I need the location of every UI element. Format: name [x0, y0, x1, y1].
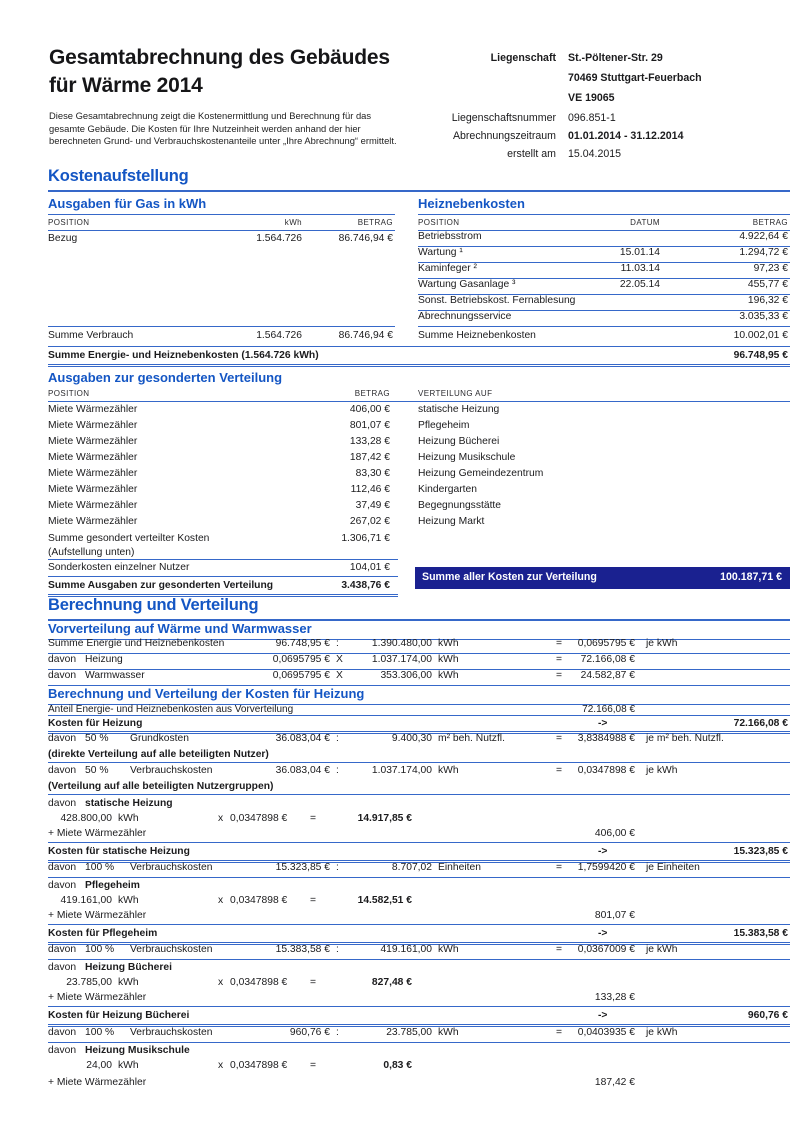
formula-einheit: kWh	[118, 813, 139, 824]
heiz-row	[418, 279, 790, 295]
note-text: (Verteilung auf alle beteiligten Nutzergruppen)	[48, 781, 274, 792]
heiz-position: Abrechnungsservice	[418, 311, 512, 322]
calc-unit2: je Einheiten	[646, 862, 700, 873]
formula-times: x	[218, 1060, 224, 1071]
calc-op: :	[336, 944, 339, 955]
arrow-glyph: ->	[598, 928, 608, 939]
summe-gesondert-label: Summe gesondert verteilter Kosten	[48, 533, 210, 544]
calc-v2: 8.707,02	[391, 862, 432, 873]
gesondert-row	[48, 404, 790, 419]
ges-betrag: 133,28 €	[349, 436, 390, 447]
calc-unit: kWh	[438, 638, 459, 649]
calc-pct: 50 %	[85, 733, 109, 744]
group-davon-row	[48, 962, 790, 977]
calc-v1: 960,76 €	[289, 1027, 330, 1038]
info-row-ve	[408, 92, 790, 110]
calc-v3: 1,7599420 €	[577, 862, 635, 873]
calc-v1: 15.383,58 €	[275, 944, 330, 955]
calc-v3: 3,8384988 €	[577, 733, 635, 744]
calc-davon: davon	[48, 944, 77, 955]
gesondert-row	[48, 420, 790, 435]
calc-eq: =	[556, 638, 563, 649]
band-betrag: 15.323,85 €	[733, 846, 788, 857]
gas-row	[48, 233, 395, 248]
formula-ergebnis: 827,48 €	[371, 977, 412, 988]
calc-eq: =	[556, 944, 563, 955]
band-label: Summe Energie- und Heiznebenkosten (1.564.726 kWh)	[48, 350, 319, 361]
group-davon: davon	[48, 962, 77, 973]
ges-betrag: 112,46 €	[350, 484, 390, 495]
calc-eq: =	[556, 733, 563, 744]
section-heading-kostenaufstellung: Kostenaufstellung	[48, 167, 790, 192]
ges-betrag: 267,02 €	[349, 516, 390, 527]
summe-heiz-betrag: 10.002,01 €	[733, 330, 788, 341]
formula-rate: 0,0347898 €	[230, 895, 288, 906]
formula-eq: =	[310, 977, 317, 988]
ges-target: Kindergarten	[418, 484, 477, 495]
info-label: Liegenschaftsnummer	[451, 112, 556, 124]
heiz-row	[418, 247, 790, 263]
calc-davon: davon	[48, 1027, 77, 1038]
total-verteilung-box	[415, 567, 790, 589]
heiz-betrag: 196,32 €	[747, 295, 788, 306]
info-value: 15.04.2015	[568, 148, 622, 160]
section-heading-berechnung: Berechnung und Verteilung	[48, 596, 790, 621]
formula-rate: 0,0347898 €	[230, 813, 288, 824]
heiz-betrag: 3.035,33 €	[739, 311, 788, 322]
group-formula-row	[48, 813, 790, 828]
calc-unit2: je kWh	[646, 1027, 678, 1038]
gesondert-row	[48, 468, 790, 483]
heiz-position: Kaminfeger ²	[418, 263, 477, 274]
calc-unit: Einheiten	[438, 862, 481, 873]
miete-label: + Miete Wärmezähler	[48, 828, 147, 839]
formula-times: x	[218, 977, 224, 988]
formula-rate: 0,0347898 €	[230, 1060, 288, 1071]
heiz-position: Sonst. Betriebskost. Fernablesung	[418, 295, 576, 306]
heiz-datum: 15.01.14	[619, 247, 660, 258]
group-name: Heizung Musikschule	[85, 1045, 190, 1056]
info-value: VE 19065	[568, 92, 615, 104]
gas-table-header	[48, 218, 395, 231]
col-position: POSITION	[48, 389, 90, 398]
anteil-betrag: 72.166,08 €	[582, 704, 635, 715]
ges-target: Heizung Markt	[418, 516, 485, 527]
info-row-city	[408, 72, 790, 90]
calc-v2: 1.037.174,00	[371, 765, 432, 776]
heiz-position: Betriebsstrom	[418, 231, 482, 242]
total-box-betrag: 100.187,71 €	[720, 571, 782, 583]
heiz-position: Wartung Gasanlage ³	[418, 279, 516, 290]
calc-unit: kWh	[438, 654, 459, 665]
page-title	[49, 44, 390, 100]
calc-op: :	[336, 733, 339, 744]
band-kosten-group	[48, 1007, 790, 1027]
calc-v1: 36.083,04 €	[275, 733, 330, 744]
calc-v2: 353.306,00	[380, 670, 432, 681]
note-text: (direkte Verteilung auf alle beteiligten Nutzer)	[48, 749, 269, 760]
formula-einheit: kWh	[118, 1060, 139, 1071]
calc-eq: =	[556, 670, 563, 681]
band-betrag: 72.166,08 €	[733, 718, 788, 729]
calc-unit2: je kWh	[646, 638, 678, 649]
subheading-gas: Ausgaben für Gas in kWh	[48, 196, 395, 215]
info-label: erstellt am	[507, 148, 556, 160]
band-betrag: 960,76 €	[747, 1010, 788, 1021]
band-betrag: 96.748,95 €	[733, 350, 788, 361]
grundkosten-note	[48, 749, 790, 763]
calc-label: davon	[48, 654, 77, 665]
group-davon: davon	[48, 798, 77, 809]
heiz-betrag: 1.294,72 €	[739, 247, 788, 258]
formula-ergebnis: 14.917,85 €	[357, 813, 412, 824]
band-kosten-group	[48, 925, 790, 945]
calc-v3: 72.166,08 €	[580, 654, 635, 665]
calc-v1: 15.323,85 €	[275, 862, 330, 873]
miete-label: + Miete Wärmezähler	[48, 910, 147, 921]
calc-unit: kWh	[438, 765, 459, 776]
band-betrag: 15.383,58 €	[733, 928, 788, 939]
formula-times: x	[218, 895, 224, 906]
group-vk-row	[48, 944, 790, 960]
miete-label: + Miete Wärmezähler	[48, 1077, 147, 1088]
calc-name: Verbrauchskosten	[130, 1027, 213, 1038]
col-betrag: BETRAG	[752, 218, 788, 227]
calc-pct: 50 %	[85, 765, 109, 776]
gas-position: Bezug	[48, 233, 78, 244]
gesondert-row	[48, 500, 790, 515]
col-position: POSITION	[48, 218, 90, 227]
heiz-table-header	[418, 218, 790, 231]
gesondert-row	[48, 484, 790, 499]
band-betrag: 3.438,76 €	[341, 580, 390, 591]
calc-op: X	[336, 654, 343, 665]
sonderkosten-row	[48, 559, 398, 577]
formula-menge: 419.161,00	[60, 895, 112, 906]
calc-davon: davon	[48, 733, 77, 744]
intro-paragraph: Diese Gesamtabrechnung zeigt die Kostenermittlung und Berechnung für das gesamte Gebäude. Die Kosten für Ihre Nutzeinheit werden anhand der hier berechneten Grund- und Verbrauchskostenanteile unter „Ihre Abrechnung“ ermittelt.	[49, 110, 397, 147]
info-label: Abrechnungszeitraum	[452, 130, 556, 142]
calc-eq: =	[556, 1027, 563, 1038]
arrow-glyph: ->	[598, 846, 608, 857]
ges-position: Miete Wärmezähler	[48, 484, 138, 495]
calc-v1: 0,0695795 €	[272, 670, 330, 681]
calc-label2: Warmwasser	[85, 670, 145, 681]
subheading-vorverteilung: Vorverteilung auf Wärme und Warmwasser	[48, 621, 790, 640]
vorverteilung-row	[48, 638, 790, 654]
info-value: 096.851-1	[568, 112, 616, 124]
ges-target: Heizung Bücherei	[418, 436, 500, 447]
group-miete-row	[48, 910, 790, 925]
calc-v3: 0,0347898 €	[577, 765, 635, 776]
col-position: POSITION	[418, 218, 460, 227]
calc-name: Verbrauchskosten	[130, 862, 213, 873]
calc-v2: 419.161,00	[380, 944, 432, 955]
group-miete-row	[48, 1077, 790, 1091]
heiz-betrag: 97,23 €	[753, 263, 788, 274]
band-summe-gesondert	[48, 576, 398, 597]
miete-betrag: 406,00 €	[594, 828, 635, 839]
sonderkosten-label: Sonderkosten einzelner Nutzer	[48, 562, 190, 573]
vorverteilung-row	[48, 654, 790, 670]
grundkosten-row	[48, 733, 790, 748]
ges-position: Miete Wärmezähler	[48, 452, 138, 463]
col-verteilung: VERTEILUNG AUF	[418, 389, 493, 398]
group-miete-row	[48, 828, 790, 843]
note-text: (Aufstellung unten)	[48, 547, 135, 558]
heiz-row	[418, 231, 790, 247]
heiz-row	[418, 263, 790, 279]
ges-position: Miete Wärmezähler	[48, 420, 138, 431]
calc-label: Summe Energie und Heiznebenkosten	[48, 638, 225, 649]
formula-ergebnis: 14.582,51 €	[357, 895, 412, 906]
ges-betrag: 801,07 €	[349, 420, 390, 431]
group-formula-row	[48, 977, 790, 992]
calc-davon: davon	[48, 765, 77, 776]
summe-gesondert-row	[48, 533, 398, 548]
calc-eq: =	[556, 654, 563, 665]
group-name: Heizung Bücherei	[85, 962, 172, 973]
calc-eq: =	[556, 765, 563, 776]
band-label: Kosten für Pflegeheim	[48, 928, 158, 939]
calc-unit2: je kWh	[646, 765, 678, 776]
formula-eq: =	[310, 895, 317, 906]
calc-pct: 100 %	[85, 862, 115, 873]
calc-op: :	[336, 862, 339, 873]
vorverteilung-row	[48, 670, 790, 686]
band-label: Kosten für Heizung Bücherei	[48, 1010, 190, 1021]
group-miete-row	[48, 992, 790, 1007]
ges-position: Miete Wärmezähler	[48, 404, 138, 415]
ges-position: Miete Wärmezähler	[48, 468, 138, 479]
col-betrag: BETRAG	[354, 389, 390, 398]
formula-menge: 23.785,00	[66, 977, 112, 988]
group-davon-row	[48, 1045, 790, 1060]
group-name: Pflegeheim	[85, 880, 140, 891]
miete-betrag: 187,42 €	[594, 1077, 635, 1088]
subheading-gesondert: Ausgaben zur gesonderten Verteilung	[48, 370, 283, 385]
calc-v3: 24.582,87 €	[580, 670, 635, 681]
miete-label: + Miete Wärmezähler	[48, 992, 147, 1003]
heiz-datum: 11.03.14	[620, 263, 660, 274]
gas-summe-row	[48, 326, 395, 345]
info-value: 70469 Stuttgart-Feuerbach	[568, 72, 702, 84]
summe-verbrauch-betrag: 86.746,94 €	[338, 330, 393, 341]
ges-target: Begegnungsstätte	[418, 500, 502, 511]
page-title-line2: für Wärme 2014	[49, 74, 203, 97]
calc-op: :	[336, 1027, 339, 1038]
calc-op: :	[336, 765, 339, 776]
heiz-row	[418, 311, 790, 326]
info-row-liegenschaft	[408, 52, 790, 70]
heiz-row	[418, 295, 790, 311]
group-vk-row	[48, 862, 790, 878]
band-label: Kosten für statische Heizung	[48, 846, 190, 857]
arrow-glyph: ->	[598, 718, 608, 729]
info-row-erstellt	[408, 148, 790, 166]
group-davon-row	[48, 880, 790, 895]
ges-betrag: 37,49 €	[355, 500, 390, 511]
calc-v3: 0,0367009 €	[577, 944, 635, 955]
calc-v1: 96.748,95 €	[275, 638, 330, 649]
calc-unit: kWh	[438, 670, 459, 681]
ges-target: Pflegeheim	[418, 420, 470, 431]
calc-name: Verbrauchskosten	[130, 944, 213, 955]
calc-op: X	[336, 670, 343, 681]
calc-unit2: je kWh	[646, 944, 678, 955]
calc-label2: Heizung	[85, 654, 123, 665]
calc-name: Grundkosten	[130, 733, 189, 744]
calc-v3: 0,0403935 €	[577, 1027, 635, 1038]
band-kosten-group	[48, 843, 790, 863]
col-datum: DATUM	[630, 218, 660, 227]
summe-verbrauch-label: Summe Verbrauch	[48, 330, 134, 341]
calc-pct: 100 %	[85, 1027, 115, 1038]
info-label: Liegenschaft	[490, 52, 556, 64]
calc-unit: m² beh. Nutzfl.	[438, 733, 505, 744]
heiz-position: Wartung ¹	[418, 247, 463, 258]
gas-kwh: 1.564.726	[256, 233, 302, 244]
gesondert-row	[48, 516, 790, 531]
heiz-summe-row	[418, 326, 790, 345]
ges-target: Heizung Gemeindezentrum	[418, 468, 544, 479]
calc-v1: 0,0695795 €	[272, 654, 330, 665]
calc-v1: 36.083,04 €	[275, 765, 330, 776]
calc-op: :	[336, 638, 339, 649]
formula-ergebnis: 0,83 €	[383, 1060, 412, 1071]
gas-betrag: 86.746,94 €	[338, 233, 393, 244]
calc-v2: 23.785,00	[386, 1027, 432, 1038]
group-formula-row	[48, 1060, 790, 1075]
info-row-zeitraum	[408, 130, 790, 148]
band-label: Kosten für Heizung	[48, 718, 143, 729]
ges-target: statische Heizung	[418, 404, 500, 415]
formula-rate: 0,0347898 €	[230, 977, 288, 988]
anteil-label: Anteil Energie- und Heiznebenkosten aus Vorverteilung	[48, 704, 294, 715]
band-label: Summe Ausgaben zur gesonderten Verteilung	[48, 580, 274, 591]
calc-label: davon	[48, 670, 77, 681]
formula-eq: =	[310, 813, 317, 824]
verbrauchskosten-row	[48, 765, 790, 780]
col-kwh: kWh	[284, 218, 302, 227]
calc-unit: kWh	[438, 1027, 459, 1038]
band-summe-energie	[48, 346, 790, 367]
summe-gesondert-note	[48, 547, 398, 559]
calc-v2: 1.390.480,00	[371, 638, 432, 649]
miete-betrag: 801,07 €	[594, 910, 635, 921]
miete-betrag: 133,28 €	[594, 992, 635, 1003]
summe-heiz-label: Summe Heiznebenkosten	[418, 330, 536, 341]
gesondert-table-header	[48, 389, 790, 402]
formula-eq: =	[310, 1060, 317, 1071]
ges-position: Miete Wärmezähler	[48, 436, 138, 447]
formula-times: x	[218, 813, 224, 824]
ges-position: Miete Wärmezähler	[48, 516, 138, 527]
arrow-glyph: ->	[598, 1010, 608, 1021]
page-title-line1: Gesamtabrechnung des Gebäudes	[49, 46, 390, 69]
calc-unit2: je m² beh. Nutzfl.	[646, 733, 724, 744]
calc-v2: 9.400,30	[391, 733, 432, 744]
info-row-nummer	[408, 112, 790, 130]
gesondert-row	[48, 436, 790, 451]
group-davon: davon	[48, 880, 77, 891]
sonderkosten-betrag: 104,01 €	[349, 562, 390, 573]
subheading-heiznebenkosten: Heiznebenkosten	[418, 196, 790, 215]
calc-eq: =	[556, 862, 563, 873]
summe-gesondert-betrag: 1.306,71 €	[341, 533, 390, 544]
ges-betrag: 187,42 €	[349, 452, 390, 463]
summe-verbrauch-kwh: 1.564.726	[256, 330, 302, 341]
formula-einheit: kWh	[118, 977, 139, 988]
group-name: statische Heizung	[85, 798, 173, 809]
verbrauchskosten-note	[48, 781, 790, 795]
calc-v3: 0,0695795 €	[577, 638, 635, 649]
heiz-datum: 22.05.14	[619, 279, 660, 290]
calc-v2: 1.037.174,00	[371, 654, 432, 665]
subheading-kosten-heizung: Berechnung und Verteilung der Kosten für Heizung	[48, 686, 790, 705]
ges-target: Heizung Musikschule	[418, 452, 516, 463]
gesondert-row	[48, 452, 790, 467]
heiz-betrag: 4.922,64 €	[739, 231, 788, 242]
calc-unit: kWh	[438, 944, 459, 955]
info-value: 01.01.2014 - 31.12.2014	[568, 130, 684, 142]
info-value: St.-Pöltener-Str. 29	[568, 52, 663, 64]
formula-menge: 428.800,00	[60, 813, 112, 824]
calc-name: Verbrauchskosten	[130, 765, 213, 776]
ges-betrag: 406,00 €	[349, 404, 390, 415]
col-betrag: BETRAG	[357, 218, 393, 227]
total-box-label: Summe aller Kosten zur Verteilung	[422, 571, 597, 583]
ges-position: Miete Wärmezähler	[48, 500, 138, 511]
calc-davon: davon	[48, 862, 77, 873]
group-formula-row	[48, 895, 790, 910]
group-davon-row	[48, 798, 790, 813]
group-davon: davon	[48, 1045, 77, 1056]
formula-einheit: kWh	[118, 895, 139, 906]
heiz-betrag: 455,77 €	[747, 279, 788, 290]
ges-betrag: 83,30 €	[355, 468, 390, 479]
band-kosten-heizung	[48, 715, 790, 734]
calc-pct: 100 %	[85, 944, 115, 955]
formula-menge: 24,00	[86, 1060, 112, 1071]
group-vk-row	[48, 1027, 790, 1043]
